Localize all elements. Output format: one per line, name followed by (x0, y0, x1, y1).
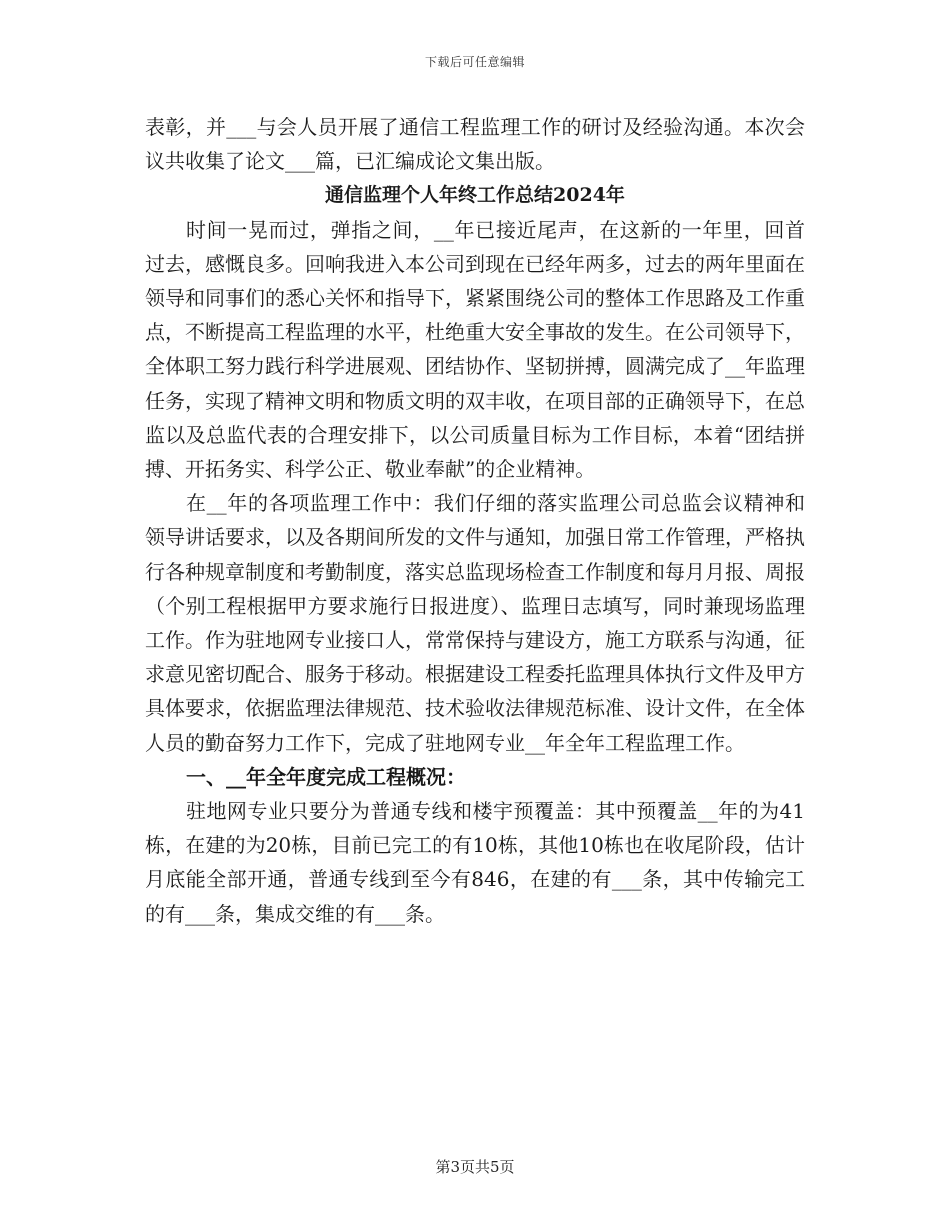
summary-paragraph: 驻地网专业只要分为普通专线和楼宇预覆盖：其中预覆盖__年的为41栋，在建的为20栋，目前已完工的有10栋，其他10栋也在收尾阶段，估计月底能全部开通，普通专线到至今有846，在建的有___条，其中传输完工的有___条，集成交维的有___条。 (145, 799, 805, 926)
document-title: 通信监理个人年终工作总结2024年 (325, 184, 625, 207)
document-body (145, 110, 805, 931)
paragraph-2: 在__年的各项监理工作中：我们仔细的落实监理公司总监会议精神和领导讲话要求，以及各期间所发的文件与通知，加强日常工作管理，严格执行各种规章制度和考勤制度，落实总监现场检查工作制度和每月月报、周报（个别工程根据甲方要求施行日报进度）、监理日志填写，同时兼现场监理工作。作为驻地网专业接口人，常常保持与建设方，施工方联系与沟通，征求意见密切配合、服务于移动。根据建设工程委托监理具体执行文件及甲方具体要求，依据监理法律规范、技术验收法律规范标准、设计文件，在全体人员的勤奋努力工作下，完成了驻地网专业__年全年工程监理工作。 (145, 491, 805, 755)
section-heading: 一、__年全年度完成工程概况： (186, 764, 466, 789)
page-header: 下载后可任意编辑 (424, 55, 525, 69)
page-number: 第3页共5页 (435, 1158, 515, 1176)
paragraph-1: 时间一晃而过，弹指之间，__年已接近尾声，在这新的一年里，回首过去，感慨良多。回响我进入本公司到现在已经年两多，过去的两年里面在领导和同事们的悉心关怀和指导下，紧紧围绕公司的整体工作思路及工作重点，不断提高工程监理的水平，杜绝重大安全事故的发生。在公司领导下，全体职工努力践行科学进展观、团结协作、坚韧拼搏，圆满完成了__年监理任务，实现了精神文明和物质文明的双丰收，在项目部的正确领导下，在总监以及总监代表的合理安排下，以公司质量目标为工作目标，本着“团结拼搏、开拓务实、科学公正、敬业奉献”的企业精神。 (145, 217, 805, 482)
intro-paragraph: 表彰，并___与会人员开展了通信工程监理工作的研讨及经验沟通。本次会议共收集了论文___篇，已汇编成论文集出版。 (145, 115, 805, 174)
